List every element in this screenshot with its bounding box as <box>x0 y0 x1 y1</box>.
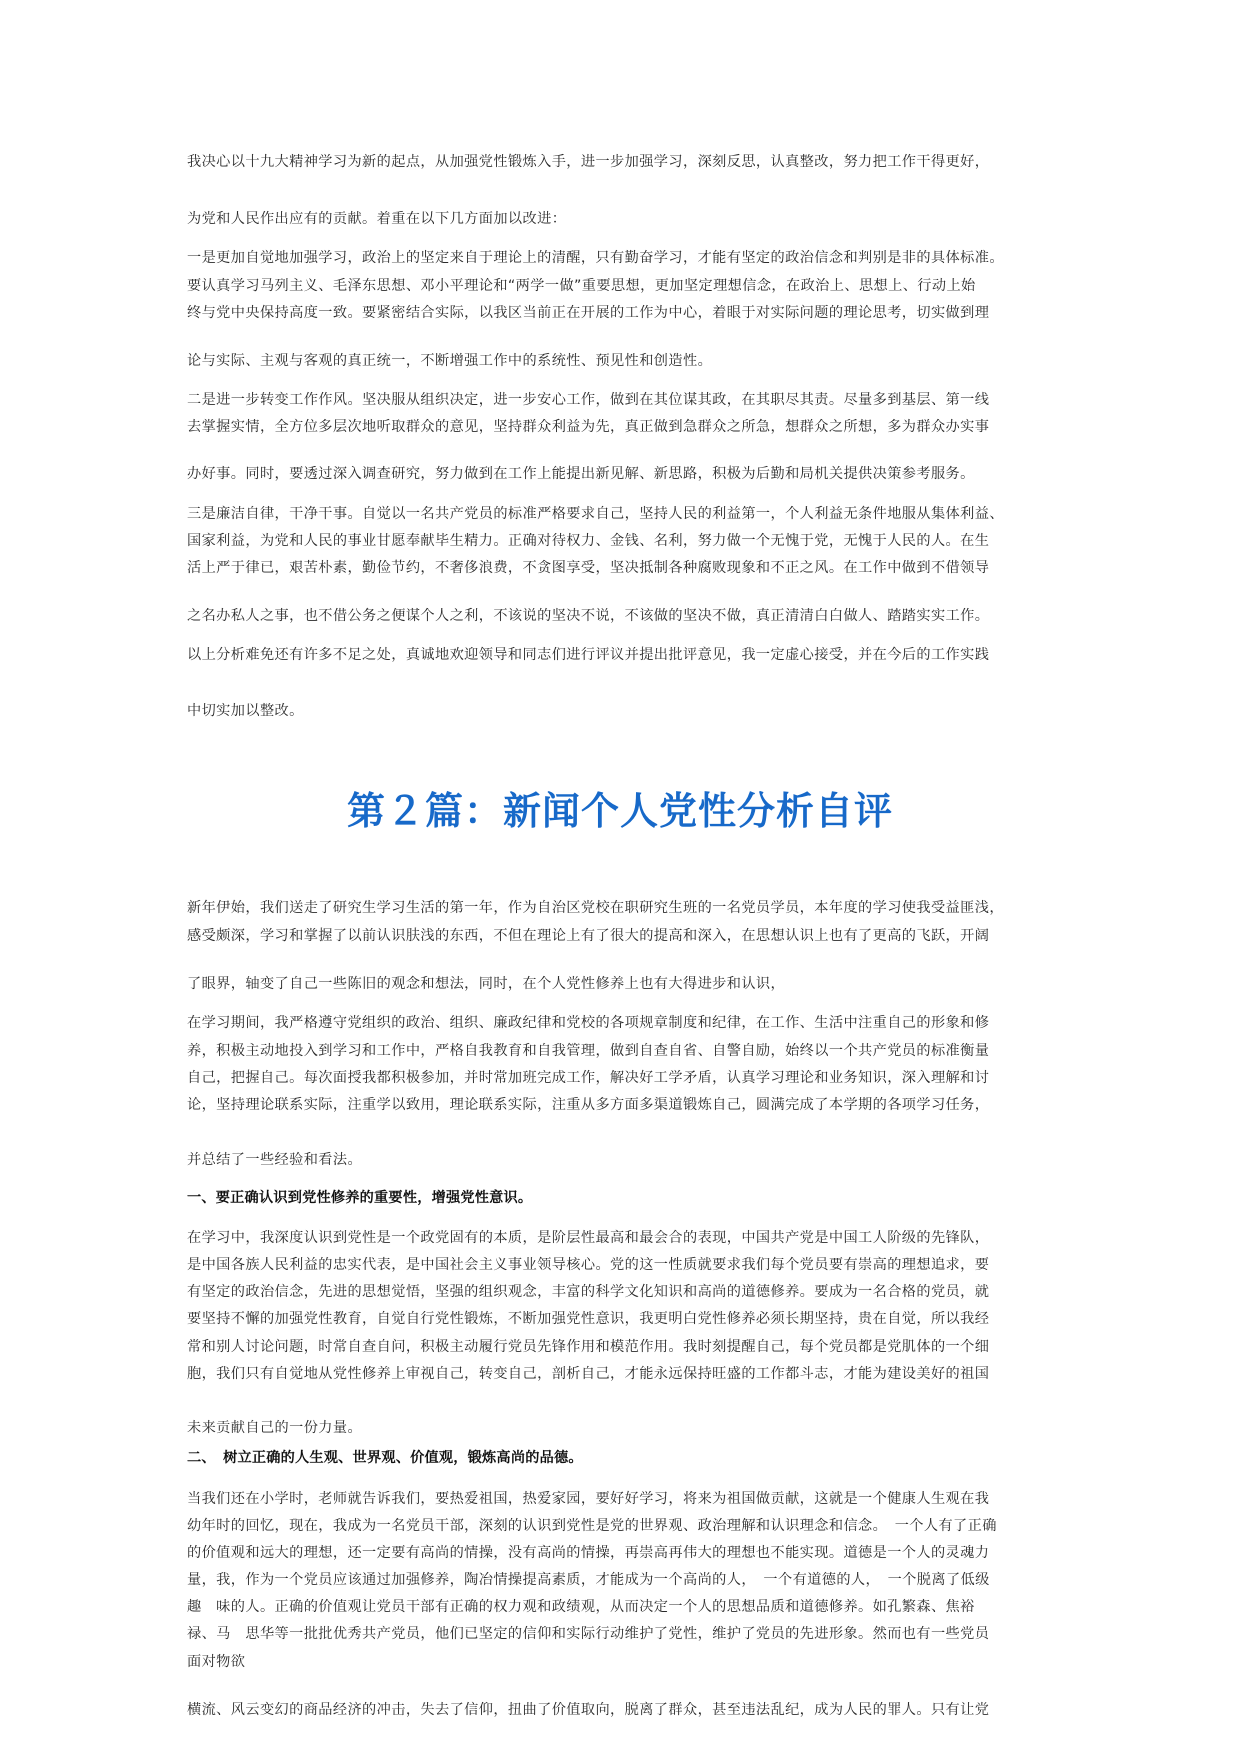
section-heading: 二、 树立正确的人生观、世界观、价值观，锻炼高尚的品德。 <box>187 1450 583 1466</box>
paragraph-line: 要坚持不懈的加强党性教育，自觉自行党性锻炼，不断加强党性意识，我更明白党性修养必须长期坚持，贵在自觉，所以我经 <box>187 1311 990 1327</box>
paragraph-line: 的价值观和远大的理想，还一定要有高尚的情操，没有高尚的情操，再崇高再伟大的理想也不能实现。道德是一个人的灵魂力 <box>187 1545 990 1561</box>
paragraph-line: 养，积极主动地投入到学习和工作中，严格自我教育和自我管理，做到自查自省、自警自励，始终以一个共产党员的标准衡量 <box>187 1043 990 1059</box>
paragraph-line: 面对物欲 <box>187 1654 246 1670</box>
paragraph-line: 常和别人讨论问题，时常自查自问，积极主动履行党员先锋作用和模范作用。我时刻提醒自己，每个党员都是党肌体的一个细 <box>187 1339 990 1355</box>
paragraph-line: 要认真学习马列主义、毛泽东思想、邓小平理论和“两学一做”重要思想，更加坚定理想信念，在政治上、思想上、行动上始 <box>187 278 976 294</box>
paragraph-line: 在学习中，我深度认识到党性是一个政党固有的本质，是阶层性最高和最会合的表现，中国共产党是中国工人阶级的先锋队， <box>187 1230 990 1246</box>
paragraph-line: 论，坚持理论联系实际，注重学以致用，理论联系实际，注重从多方面多渠道锻炼自己，圆满完成了本学期的各项学习任务， <box>187 1097 990 1113</box>
paragraph-line: 自己，把握自己。每次面授我都积极参加，并时常加班完成工作，解决好工学矛盾，认真学习理论和业务知识，深入理解和讨 <box>187 1070 990 1086</box>
section-heading: 一、要正确认识到党性修养的重要性，增强党性意识。 <box>187 1190 533 1206</box>
paragraph-line: 终与党中央保持高度一致。要紧密结合实际，以我区当前正在开展的工作为中心，着眼于对实际问题的理论思考，切实做到理 <box>187 305 990 321</box>
paragraph-line: 国家利益，为党和人民的事业甘愿奉献毕生精力。正确对待权力、金钱、名利，努力做一个无愧于党，无愧于人民的人。在生 <box>187 533 990 549</box>
paragraph-line: 去掌握实情，全方位多层次地听取群众的意见，坚持群众利益为先，真正做到急群众之所急，想群众之所想，多为群众办实事 <box>187 419 990 435</box>
paragraph-line: 以上分析难免还有许多不足之处，真诚地欢迎领导和同志们进行评议并提出批评意见，我一定虚心接受，并在今后的工作实践 <box>187 647 990 663</box>
paragraph-line: 并总结了一些经验和看法。 <box>187 1152 363 1168</box>
paragraph-line: 有坚定的政治信念，先进的思想觉悟，坚强的组织观念，丰富的科学文化知识和高尚的道德修养。要成为一名合格的党员，就 <box>187 1284 990 1300</box>
paragraph-line: 新年伊始，我们送走了研究生学习生活的第一年，作为自治区党校在职研究生班的一名党员学员，本年度的学习使我受益匪浅， <box>187 900 1004 916</box>
paragraph-line: 中切实加以整改。 <box>187 703 304 719</box>
paragraph-line: 是中国各族人民利益的忠实代表，是中国社会主义事业领导核心。党的这一性质就要求我们每个党员要有崇高的理想追求，要 <box>187 1257 990 1273</box>
paragraph-line: 三是廉洁自律，干净干事。自觉以一名共产党员的标准严格要求自己，坚持人民的利益第一，个人利益无条件地服从集体利益、 <box>187 506 1004 522</box>
paragraph-line: 二是进一步转变工作作风。坚决服从组织决定，进一步安心工作，做到在其位谋其政，在其职尽其责。尽量多到基层、第一线 <box>187 392 990 408</box>
paragraph-line: 一是更加自觉地加强学习，政治上的坚定来自于理论上的清醒，只有勤奋学习，才能有坚定的政治信念和判别是非的具体标准。 <box>187 250 1004 266</box>
paragraph-line: 我决心以十九大精神学习为新的起点，从加强党性锻炼入手，进一步加强学习，深刻反思，认真整改，努力把工作干得更好， <box>187 154 990 170</box>
paragraph-line: 胞，我们只有自觉地从党性修养上审视自己，转变自己，剖析自己，才能永远保持旺盛的工作都斗志，才能为建设美好的祖国 <box>187 1366 990 1382</box>
paragraph-line: 活上严于律已，艰苦朴素，勤俭节约，不奢侈浪费，不贪图享受，坚决抵制各种腐败现象和不正之风。在工作中做到不借领导 <box>187 560 990 576</box>
paragraph-line: 量，我，作为一个党员应该通过加强修养，陶冶情操提高素质，才能成为一个高尚的人， 一个有道德的人， 一个脱离了低级 <box>187 1572 990 1588</box>
paragraph-line: 办好事。同时，要透过深入调查研究，努力做到在工作上能提出新见解、新思路，积极为后勤和局机关提供决策参考服务。 <box>187 466 975 482</box>
paragraph-line: 论与实际、主观与客观的真正统一，不断增强工作中的系统性、预见性和创造性。 <box>187 353 713 369</box>
article-title: 第２篇：新闻个人党性分析自评 <box>346 788 893 833</box>
paragraph-line: 在学习期间，我严格遵守党组织的政治、组织、廉政纪律和党校的各项规章制度和纪律，在工作、生活中注重自己的形象和修 <box>187 1015 990 1031</box>
paragraph-line: 禄、马 思华等一批批优秀共产党员，他们已坚定的信仰和实际行动维护了党性，维护了党员的先进形象。然而也有一些党员 <box>187 1626 990 1642</box>
paragraph-line: 当我们还在小学时，老师就告诉我们，要热爱祖国，热爱家园，要好好学习，将来为祖国做贡献，这就是一个健康人生观在我 <box>187 1491 990 1507</box>
paragraph-line: 之名办私人之事，也不借公务之便谋个人之利，不该说的坚决不说，不该做的坚决不做，真正清清白白做人、踏踏实实工作。 <box>187 608 990 624</box>
paragraph-line: 趣 味的人。正确的价值观让党员干部有正确的权力观和政绩观，从而决定一个人的思想品质和道德修养。如孔繁森、焦裕 <box>187 1599 975 1615</box>
paragraph-line: 未来贡献自己的一份力量。 <box>187 1420 363 1436</box>
paragraph-line: 感受颇深，学习和掌握了以前认识肤浅的东西，不但在理论上有了很大的提高和深入，在思想认识上也有了更高的飞跃，开阔 <box>187 928 990 944</box>
paragraph-line: 幼年时的回忆，现在，我成为一名党员干部，深刻的认识到党性是党的世界观、政治理解和认识理念和信念。 一个人有了正确 <box>187 1518 997 1534</box>
paragraph-line: 为党和人民作出应有的贡献。着重在以下几方面加以改进： <box>187 211 567 227</box>
paragraph-line: 横流、风云变幻的商品经济的冲击，失去了信仰，扭曲了价值取向，脱离了群众，甚至违法乱纪，成为人民的罪人。只有让党 <box>187 1702 990 1718</box>
paragraph-line: 了眼界，轴变了自己一些陈旧的观念和想法，同时，在个人党性修养上也有大得进步和认识， <box>187 976 786 992</box>
